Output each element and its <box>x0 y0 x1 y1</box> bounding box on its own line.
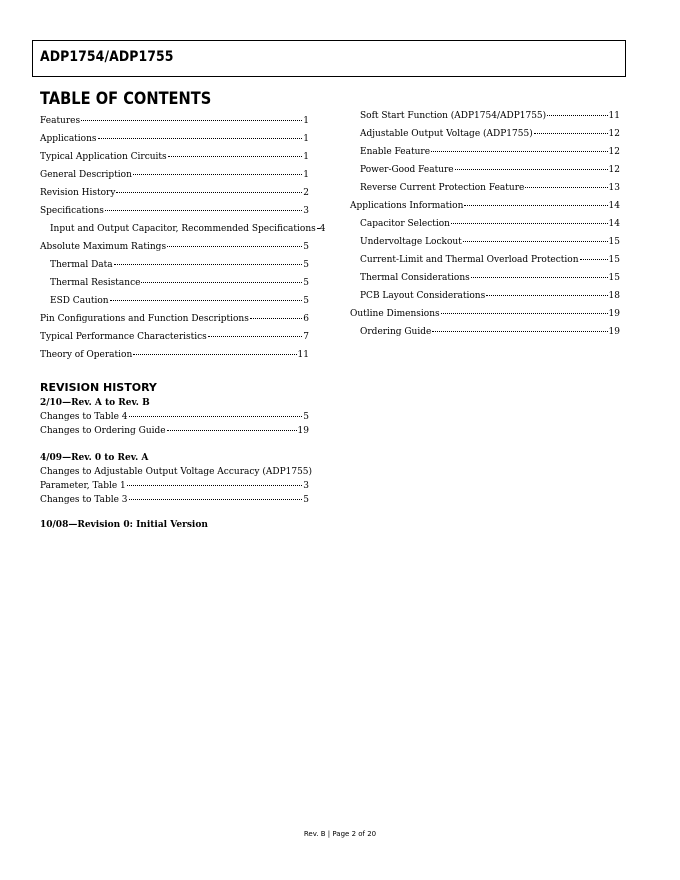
page-footer: Rev. B | Page 2 of 20 <box>303 830 377 838</box>
toc-entry-page: 2 <box>303 188 309 198</box>
toc-entry-label: Enable Feature <box>360 147 431 157</box>
toc-entry[interactable] <box>40 238 309 256</box>
toc-entry-label: Revision History <box>40 188 116 198</box>
revision-line-label: Changes to Table 3 <box>40 495 128 505</box>
dot-leader <box>455 169 608 170</box>
toc-entry-label: Reverse Current Protection Feature <box>360 183 525 193</box>
dot-leader <box>580 259 608 260</box>
toc-entry[interactable] <box>40 112 309 130</box>
dot-leader <box>133 174 302 175</box>
toc-entry-label: PCB Layout Considerations <box>360 291 486 301</box>
toc-entry-label: Adjustable Output Voltage (ADP1755) <box>360 129 533 139</box>
toc-entry-label: Features <box>40 116 81 126</box>
toc-subentry[interactable] <box>350 287 620 305</box>
toc-subentry[interactable] <box>350 107 620 125</box>
toc-subentry[interactable] <box>350 269 620 287</box>
toc-entry-page: 15 <box>608 255 620 265</box>
document-title: ADP1754/ADP1755 <box>40 49 174 65</box>
toc-entry-page: 5 <box>303 296 309 306</box>
dot-leader <box>167 430 297 431</box>
toc-entry[interactable] <box>350 197 620 215</box>
revision-history-title: REVISION HISTORY <box>40 381 157 394</box>
toc-entry-label: Theory of Operation <box>40 350 133 360</box>
dot-leader <box>431 151 608 152</box>
revision-line-page: 5 <box>303 412 309 422</box>
dot-leader <box>534 133 608 134</box>
toc-title: TABLE OF CONTENTS <box>40 89 212 109</box>
toc-subentry[interactable] <box>350 251 620 269</box>
revision-heading: 10/08—Revision 0: Initial Version <box>40 520 208 530</box>
toc-entry-page: 14 <box>608 201 620 211</box>
toc-subentry[interactable] <box>350 233 620 251</box>
toc-subentry[interactable] <box>40 220 326 238</box>
toc-entry-page: 5 <box>303 260 309 270</box>
revision-heading: 4/09—Rev. 0 to Rev. A <box>40 453 149 463</box>
dot-leader <box>114 264 303 265</box>
revision-line-label: Parameter, Table 1 <box>40 481 126 491</box>
toc-entry-page: 7 <box>303 332 309 342</box>
toc-entry[interactable] <box>40 184 309 202</box>
dot-leader <box>98 138 303 139</box>
toc-entry-page: 15 <box>608 273 620 283</box>
revision-line[interactable] <box>40 424 309 438</box>
toc-subentry[interactable] <box>350 125 620 143</box>
toc-entry[interactable] <box>40 346 309 364</box>
page-header <box>32 40 626 77</box>
dot-leader <box>471 277 608 278</box>
toc-entry-page: 6 <box>303 314 309 324</box>
revision-line-page: 19 <box>297 426 309 436</box>
toc-entry-page: 19 <box>608 309 620 319</box>
toc-entry-label: Capacitor Selection <box>360 219 450 229</box>
toc-entry[interactable] <box>40 310 309 328</box>
toc-entry-label: Pin Configurations and Function Descriptions <box>40 314 249 324</box>
toc-entry-label: Current-Limit and Thermal Overload Protection <box>360 255 579 265</box>
toc-entry-page: 3 <box>303 206 309 216</box>
toc-entry-page: 13 <box>608 183 620 193</box>
toc-entry-page: 12 <box>608 165 620 175</box>
toc-entry-page: 1 <box>303 152 309 162</box>
dot-leader <box>250 318 302 319</box>
toc-entry-label: Soft Start Function (ADP1754/ADP1755) <box>360 111 547 121</box>
dot-leader <box>464 205 607 206</box>
toc-entry-label: General Description <box>40 170 132 180</box>
dot-leader <box>127 485 303 486</box>
toc-entry[interactable] <box>350 305 620 323</box>
toc-entry-label: Thermal Data <box>50 260 113 270</box>
dot-leader <box>116 192 302 193</box>
toc-left-column <box>40 112 326 364</box>
toc-right-column <box>350 107 620 341</box>
toc-entry[interactable] <box>40 148 309 166</box>
toc-entry-label: Applications <box>40 134 97 144</box>
dot-leader <box>167 246 302 247</box>
toc-entry[interactable] <box>40 130 309 148</box>
toc-entry-label: Thermal Resistance <box>50 278 141 288</box>
toc-subentry[interactable] <box>350 179 620 197</box>
revision-block-rev-0 <box>40 519 309 532</box>
toc-entry-page: 12 <box>608 129 620 139</box>
dot-leader <box>110 300 303 301</box>
toc-entry-label: Absolute Maximum Ratings <box>40 242 167 252</box>
toc-entry-page: 4 <box>319 224 326 234</box>
toc-entry-label: Input and Output Capacitor, Recommended Specifications <box>50 224 316 234</box>
toc-subentry[interactable] <box>350 215 620 233</box>
revision-text: Changes to Adjustable Output Voltage Accuracy (ADP1755) <box>40 467 313 477</box>
toc-entry[interactable] <box>40 328 309 346</box>
dot-leader <box>129 416 303 417</box>
revision-line[interactable] <box>40 479 309 493</box>
toc-entry-page: 11 <box>297 350 309 360</box>
toc-subentry[interactable] <box>350 143 620 161</box>
toc-entry-page: 1 <box>303 134 309 144</box>
dot-leader <box>441 313 608 314</box>
revision-line[interactable] <box>40 410 309 424</box>
toc-entry-label: Outline Dimensions <box>350 309 440 319</box>
dot-leader <box>486 295 607 296</box>
toc-entry[interactable] <box>40 166 309 184</box>
dot-leader <box>525 187 607 188</box>
toc-subentry[interactable] <box>40 256 309 274</box>
dot-leader <box>81 120 302 121</box>
toc-entry-label: Undervoltage Lockout <box>360 237 462 247</box>
toc-entry-label: Typical Application Circuits <box>40 152 167 162</box>
toc-entry-page: 1 <box>303 170 309 180</box>
dot-leader <box>463 241 608 242</box>
dot-leader <box>432 331 607 332</box>
dot-leader <box>317 228 319 229</box>
toc-entry-page: 5 <box>303 242 309 252</box>
dot-leader <box>168 156 303 157</box>
revision-line[interactable] <box>40 493 309 507</box>
revision-line-page: 5 <box>303 495 309 505</box>
dot-leader <box>133 354 296 355</box>
toc-subentry[interactable] <box>40 274 309 292</box>
toc-subentry[interactable] <box>350 161 620 179</box>
dot-leader <box>451 223 608 224</box>
revision-line-label: Changes to Ordering Guide <box>40 426 166 436</box>
toc-entry-label: Power-Good Feature <box>360 165 454 175</box>
toc-entry-page: 19 <box>608 327 620 337</box>
toc-entry-page: 5 <box>303 278 309 288</box>
toc-entry-page: 18 <box>608 291 620 301</box>
toc-entry-label: Applications Information <box>350 201 464 211</box>
toc-entry-page: 1 <box>303 116 309 126</box>
toc-entry-label: ESD Caution <box>50 296 109 306</box>
dot-leader <box>208 336 302 337</box>
toc-entry-page: 14 <box>608 219 620 229</box>
toc-entry[interactable] <box>40 202 309 220</box>
toc-entry-label: Ordering Guide <box>360 327 432 337</box>
revision-line-label: Changes to Table 4 <box>40 412 128 422</box>
toc-entry-label: Thermal Considerations <box>360 273 470 283</box>
revision-block-rev-a <box>40 452 313 507</box>
dot-leader <box>547 115 607 116</box>
toc-entry-page: 11 <box>608 111 620 121</box>
toc-entry-label: Specifications <box>40 206 104 216</box>
toc-entry-page: 15 <box>608 237 620 247</box>
dot-leader <box>141 282 302 283</box>
toc-entry-page: 12 <box>608 147 620 157</box>
toc-subentry[interactable] <box>40 292 309 310</box>
revision-line-page: 3 <box>303 481 309 491</box>
revision-block-rev-b <box>40 397 309 438</box>
dot-leader <box>105 210 302 211</box>
toc-subentry[interactable] <box>350 323 620 341</box>
revision-heading: 2/10—Rev. A to Rev. B <box>40 398 150 408</box>
dot-leader <box>129 499 303 500</box>
toc-entry-label: Typical Performance Characteristics <box>40 332 207 342</box>
